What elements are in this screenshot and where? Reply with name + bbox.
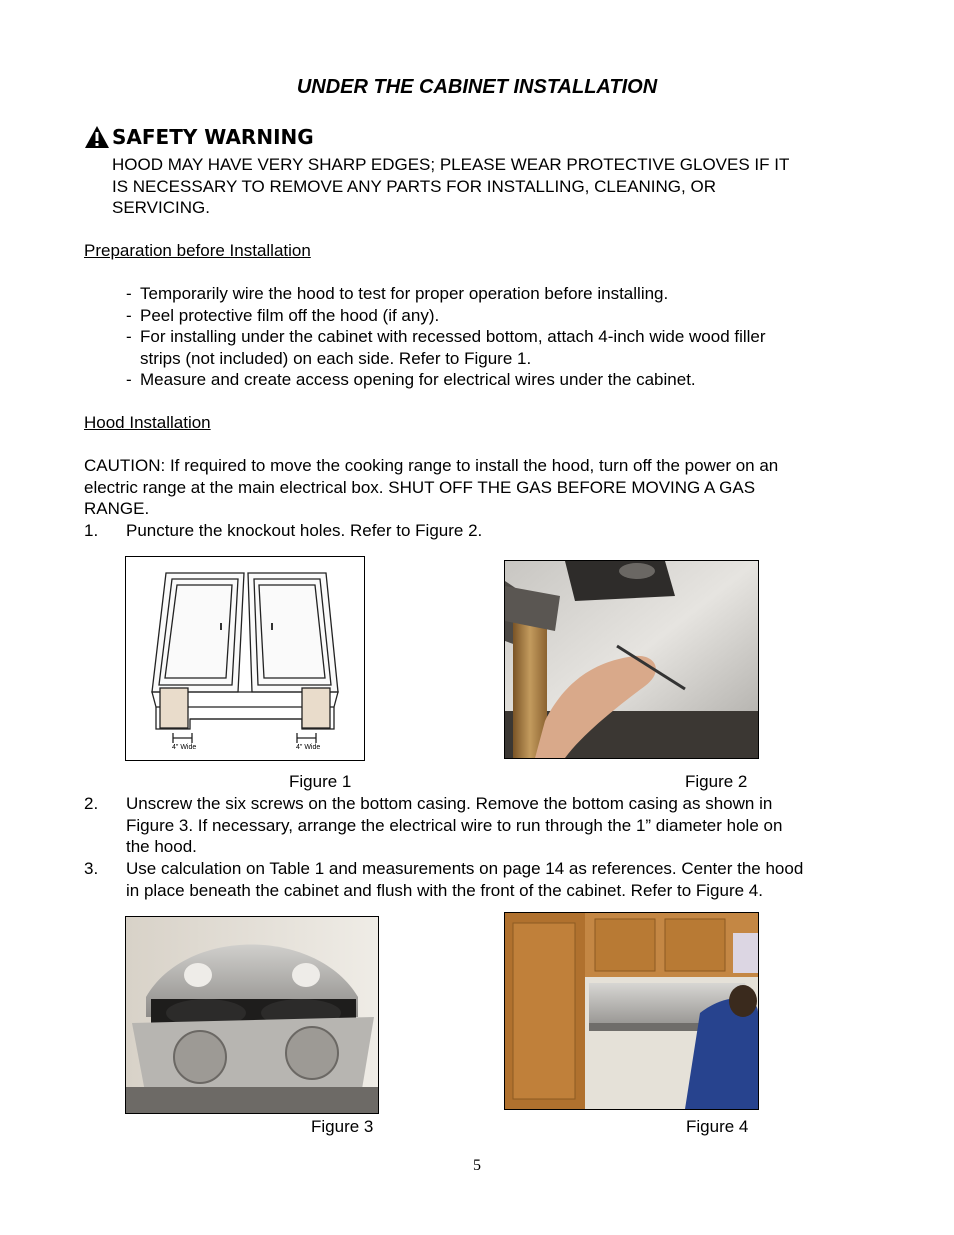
hood-installed-photo [505, 913, 758, 1109]
step-item: 2. Unscrew the six screws on the bottom casing. Remove the bottom casing as shown in Figure 3. If necessary, arrange the electrical wire to run through the 1” diameter hole on the hood. [84, 794, 783, 856]
fig1-dim-left: 4" Wide [172, 744, 197, 751]
safety-line: SERVICING. [112, 198, 210, 217]
figure-1-image [125, 556, 365, 761]
warning-triangle-icon [84, 125, 110, 149]
step-item: 3. Use calculation on Table 1 and measurements on page 14 as references. Center the hood in place beneath the cabinet and flush with the front of the cabinet. Refer to Figure 4. [84, 859, 804, 900]
figure-3-image [125, 916, 379, 1114]
figure-2-caption: Figure 2 [685, 772, 748, 791]
prep-item: - Measure and create access opening for electrical wires under the cabinet. [126, 370, 696, 389]
cabinet-drawing [126, 557, 364, 760]
caution-text: CAUTION: If required to move the cooking range to install the hood, turn off the power on an electric range at the main electrical box. SHUT OFF THE GAS BEFORE MOVING A GAS RANGE. [84, 456, 779, 518]
page-title: UNDER THE CABINET INSTALLATION [296, 76, 658, 98]
safety-warning-heading [84, 125, 314, 149]
prep-heading: Preparation before Installation [84, 241, 311, 260]
figure-2-image [504, 560, 759, 759]
prep-item: - For installing under the cabinet with recessed bottom, attach 4-inch wide wood filler strips (not included) on each side. Refer to Figure 1. [126, 327, 766, 368]
hood-casing-photo [126, 917, 378, 1113]
figure-4-image [504, 912, 759, 1110]
fig1-dim-right: 4" Wide [296, 744, 321, 751]
figure-1-caption: Figure 1 [289, 772, 352, 791]
page-number: 5 [473, 1157, 481, 1174]
prep-item: - Temporarily wire the hood to test for proper operation before installing. [126, 284, 669, 303]
figure-3-caption: Figure 3 [311, 1117, 374, 1136]
safety-line: IS NECESSARY TO REMOVE ANY PARTS FOR INSTALLING, CLEANING, OR [112, 176, 716, 196]
hood-punch-photo [505, 561, 758, 758]
prep-item: - Peel protective film off the hood (if any). [126, 306, 440, 325]
safety-warning-text [112, 154, 882, 219]
safety-warning-title: SAFETY WARNING [112, 125, 314, 149]
step-item: 1. Puncture the knockout holes. Refer to Figure 2. [84, 521, 483, 540]
safety-line: HOOD MAY HAVE VERY SHARP EDGES; PLEASE WEAR PROTECTIVE GLOVES IF IT [112, 155, 790, 174]
hood-heading: Hood Installation [84, 413, 211, 432]
figure-4-caption: Figure 4 [686, 1117, 749, 1136]
